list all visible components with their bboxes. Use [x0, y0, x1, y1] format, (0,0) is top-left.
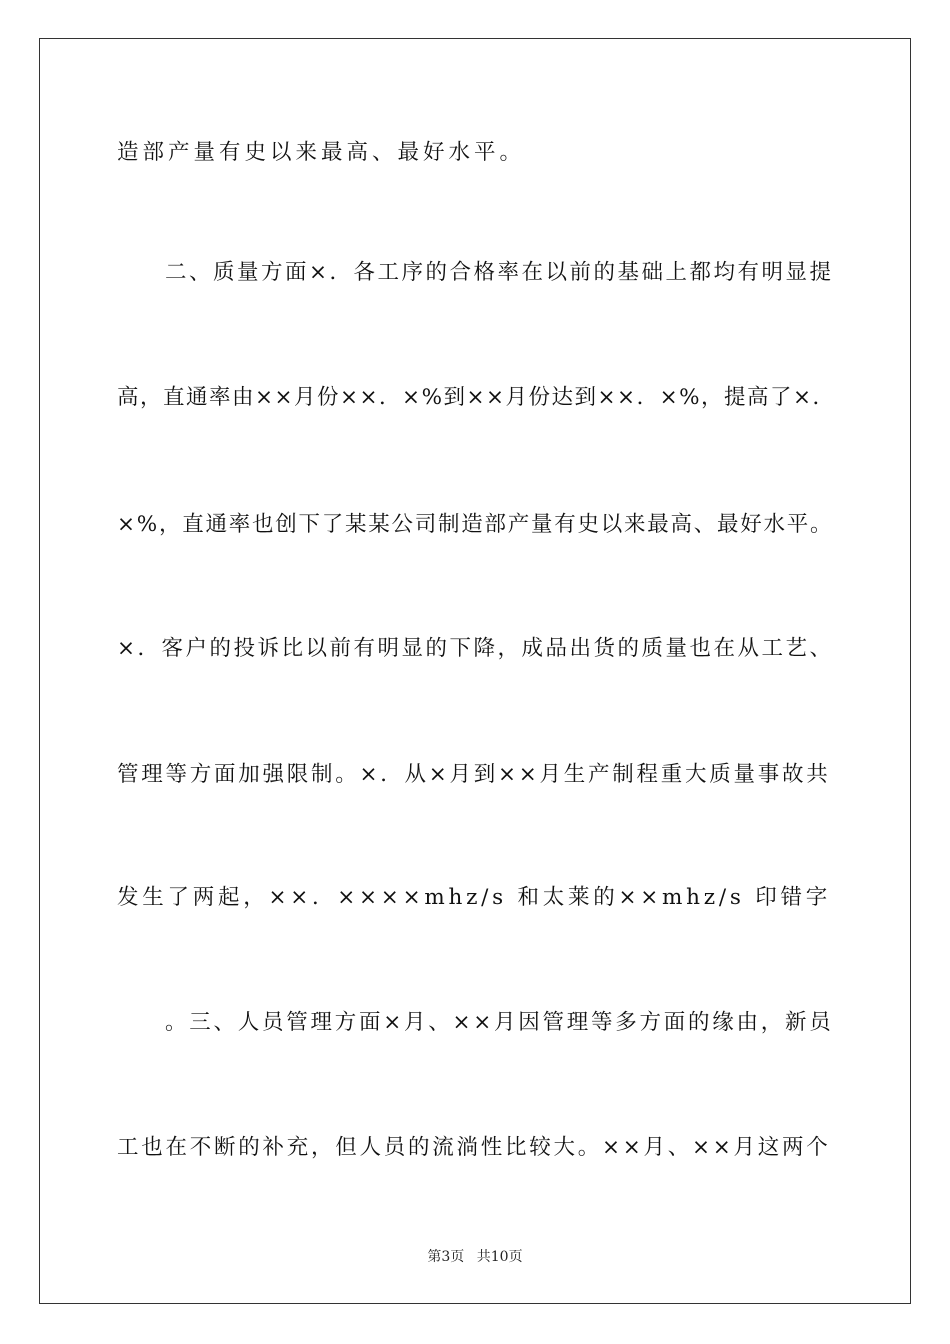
text-line-6: 管理等方面加强限制。×．从×月到××月生产制程重大质量事故共	[117, 762, 831, 787]
text-line-7: 发生了两起，××．××××mhz/s 和太莱的××mhz/s 印错字	[117, 885, 831, 910]
text-line-5: ×．客户的投诉比以前有明显的下降，成品出货的质量也在从工艺、	[117, 636, 834, 661]
page-border	[39, 38, 911, 1304]
text-line-4: ×%，直通率也创下了某某公司制造部产量有史以来最高、最好水平。	[117, 512, 834, 537]
text-line-1: 造部产量有史以来最高、最好水平。	[117, 140, 526, 165]
total-pages: 共10页	[476, 1249, 523, 1265]
text-line-3: 高，直通率由××月份××．×%到××月份达到××．×%，提高了×．	[117, 385, 836, 410]
text-line-8: 。三、人员管理方面×月、××月因管理等多方面的缘由，新员	[165, 1010, 834, 1035]
page-number: 第3页	[427, 1249, 465, 1265]
text-line-9: 工也在不断的补充，但人员的流淌性比较大。××月、××月这两个	[117, 1135, 831, 1160]
page-footer	[0, 1248, 950, 1266]
text-line-2: 二、质量方面×．各工序的合格率在以前的基础上都均有明显提	[165, 260, 834, 285]
